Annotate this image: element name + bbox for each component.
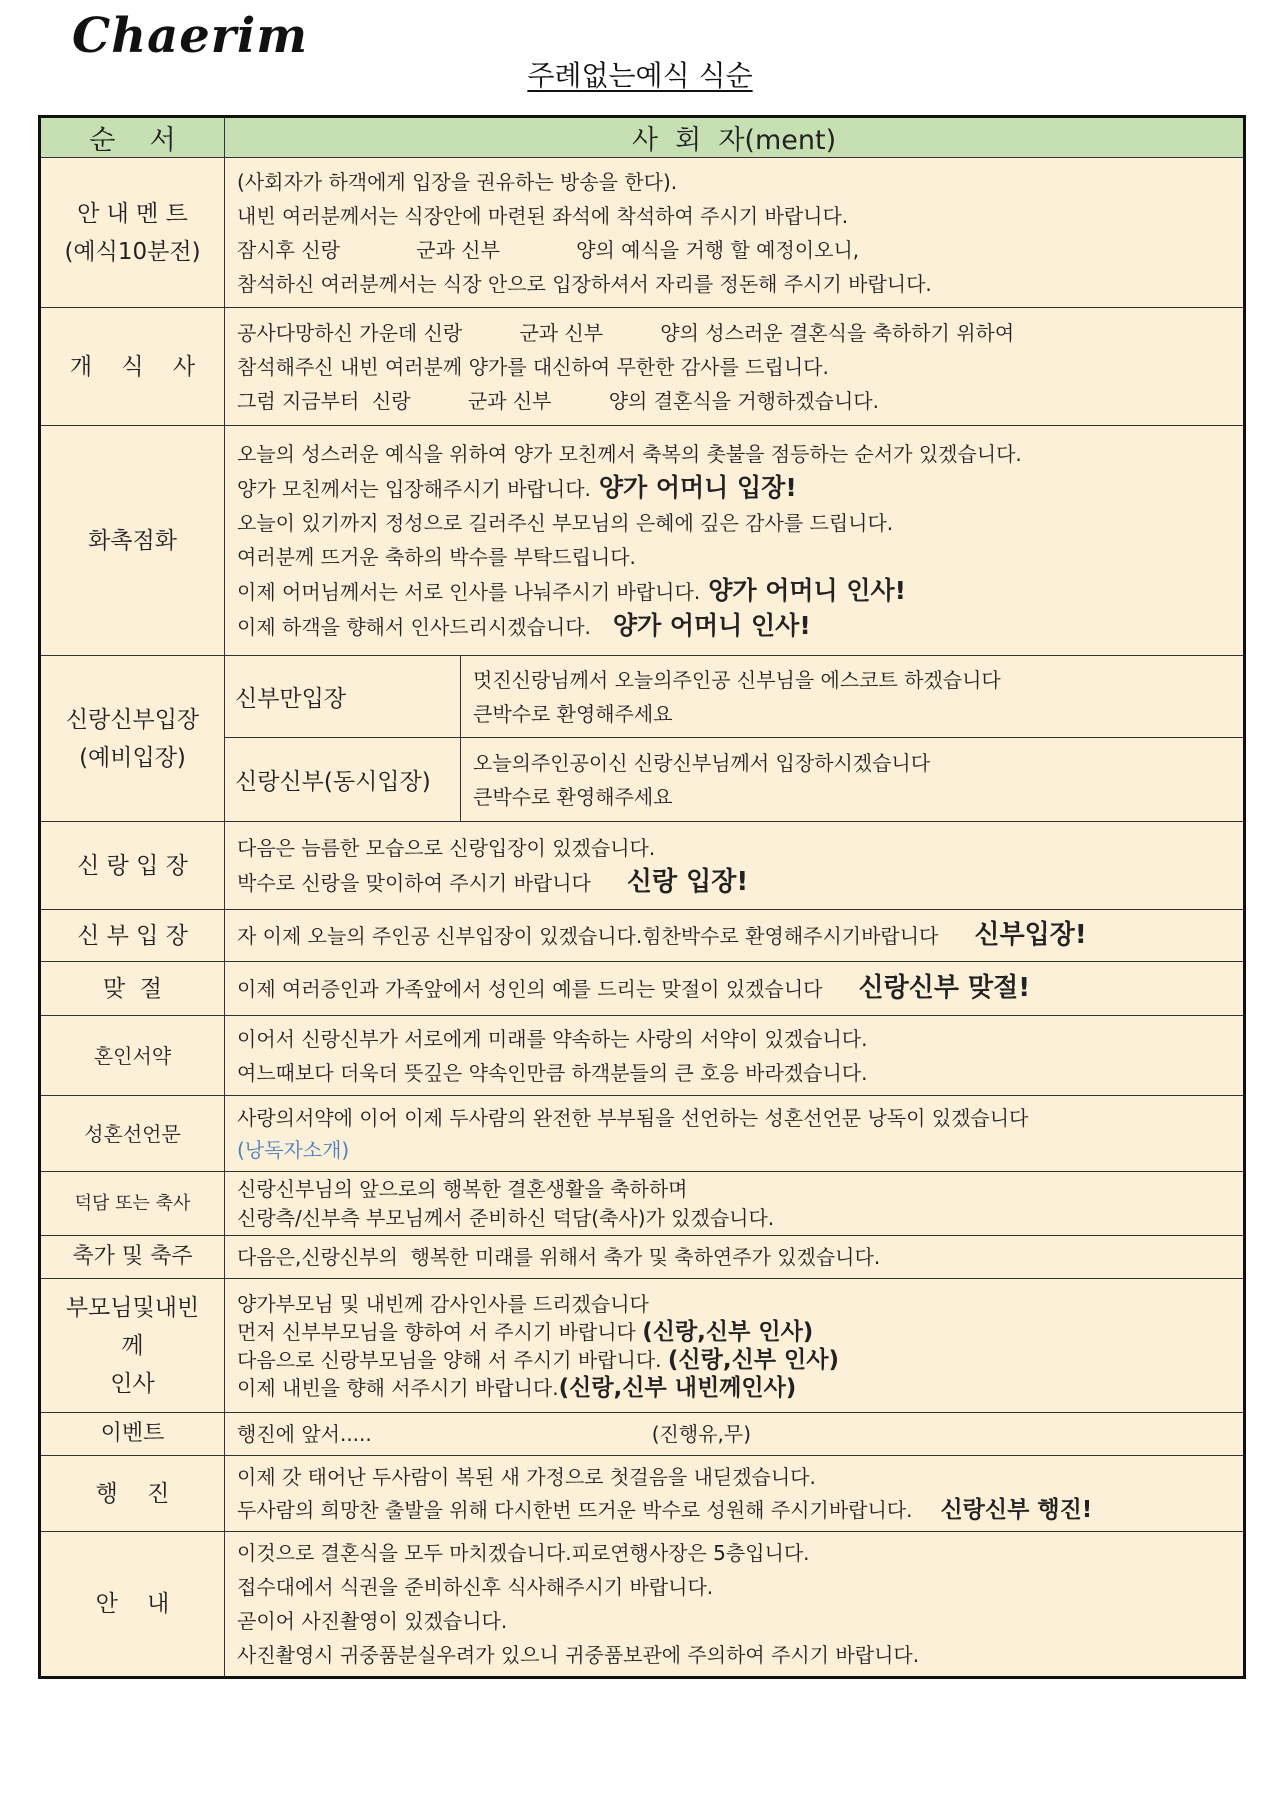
page-title (0, 54, 1280, 94)
row-couple-entry-option1 (40, 656, 1245, 738)
candle-line-2 (237, 471, 1231, 506)
guide-line-2: 내빈 여러분께서는 식장안에 마련된 좌석에 착석하여 주시기 바랍니다. (237, 203, 849, 228)
row-bride-entry-label: 신 부 입 장 (40, 910, 225, 962)
row-declaration (40, 1096, 1245, 1172)
chaerim-logo: Chaerim (72, 8, 309, 64)
parents-line-3-emphasis: (신랑,신부 인사) (667, 1346, 839, 1373)
couple-entry-option1-line1: 멋진신랑님께서 오늘의주인공 신부님을 에스코트 하겠습니다 (473, 667, 1001, 692)
candle-line-1: 오늘의 성스러운 예식을 위하여 양가 모친께서 축복의 촛불을 점등하는 순서가 있겠습니다. (237, 442, 1022, 466)
candle-line-5-text: 이제 어머님께서는 서로 인사를 나눠주시기 바랍니다. (237, 580, 701, 604)
couple-entry-option1-content (461, 656, 1245, 738)
parents-label-line1: 부모님및내빈 (65, 1294, 200, 1321)
couple-entry-option1-label: 신부만입장 (225, 656, 461, 738)
parents-line-3 (237, 1346, 1231, 1374)
couple-entry-label-line2: (예비입장) (79, 744, 186, 771)
groom-entry-line-1: 다음은 늠름한 모습으로 신랑입장이 있겠습니다. (237, 836, 656, 860)
couple-entry-option1-line2: 큰박수로 환영해주세요 (473, 701, 673, 726)
couple-entry-option2-content (461, 738, 1245, 822)
candle-line-6-emphasis: 양가 어머니 인사! (612, 611, 811, 640)
ceremony-schedule-table (38, 115, 1246, 1679)
opening-line-2: 참석해주신 내빈 여러분께 양가를 대신하여 무한한 감사를 드립니다. (237, 354, 829, 379)
row-guide-content (225, 158, 1245, 308)
parents-line-4 (237, 1374, 1231, 1402)
row-groom-entry-content (225, 822, 1245, 910)
row-bride-entry (40, 910, 1245, 962)
couple-entry-option2-line2: 큰박수로 환영해주세요 (473, 784, 673, 809)
row-event (40, 1413, 1245, 1456)
guide-label-line1: 안 내 멘 트 (77, 200, 188, 227)
guide-line-3: 잠시후 신랑 군과 신부 양의 예식을 거행 할 예정이오니, (237, 237, 860, 262)
candle-line-3: 오늘이 있기까지 정성으로 길러주신 부모님의 은혜에 깊은 감사를 드립니다. (237, 511, 894, 535)
row-groom-entry-label: 신 랑 입 장 (40, 822, 225, 910)
bride-entry-emphasis: 신부입장! (974, 920, 1087, 950)
page-title-text: 주례없는예식 식순 (527, 59, 753, 92)
row-notice-content (225, 1532, 1245, 1678)
groom-entry-emphasis: 신랑 입장! (626, 867, 749, 897)
parents-line-2-text: 먼저 신부부모님을 향하여 서 주시기 바랍니다 (237, 1319, 636, 1344)
vow-line-1: 이어서 신랑신부가 서로에게 미래를 약속하는 사랑의 서약이 있겠습니다. (237, 1026, 868, 1051)
candle-line-5-emphasis: 양가 어머니 인사! (708, 576, 907, 605)
notice-line-2: 접수대에서 식권을 준비하신후 식사해주시기 바랍니다. (237, 1575, 714, 1599)
opening-line-1: 공사다망하신 가운데 신랑 군과 신부 양의 성스러운 결혼식을 축하하기 위하여 (237, 320, 1015, 345)
row-candle-content (225, 426, 1245, 656)
candle-line-6-text: 이제 하객을 향해서 인사드리시겠습니다. (237, 615, 591, 639)
couple-entry-option2-label: 신랑신부(동시입장) (225, 738, 461, 822)
speech-line-2: 신랑측/신부측 부모님께서 준비하신 덕담(축사)가 있겠습니다. (237, 1205, 775, 1230)
row-vow (40, 1016, 1245, 1096)
bow-line-text: 이제 여러증인과 가족앞에서 성인의 예를 드리는 맞절이 있겠습니다 (237, 977, 823, 1001)
row-speech-label: 덕담 또는 축사 (40, 1172, 225, 1236)
header-order: 순 서 (40, 117, 225, 158)
row-march-label: 행 진 (40, 1456, 225, 1532)
row-speech (40, 1172, 1245, 1236)
row-declaration-label: 성혼선언문 (40, 1096, 225, 1172)
song-line: 다음은,신랑신부의 행복한 미래를 위해서 축가 및 축하연주가 있겠습니다. (237, 1245, 881, 1269)
row-vow-content (225, 1016, 1245, 1096)
row-vow-label: 혼인서약 (40, 1016, 225, 1096)
row-parents-label (40, 1279, 225, 1413)
row-parents (40, 1279, 1245, 1413)
row-song-label: 축가 및 축주 (40, 1236, 225, 1279)
candle-line-6 (237, 609, 1231, 644)
candle-line-5 (237, 574, 1231, 609)
parents-line-4-text: 이제 내빈을 향해 서주시기 바랍니다. (237, 1375, 559, 1400)
bow-line (237, 971, 1231, 1006)
row-bride-entry-content (225, 910, 1245, 962)
row-guide (40, 158, 1245, 308)
parents-label-line2: 께 (121, 1332, 144, 1359)
event-note: (진행유,무) (651, 1422, 751, 1446)
row-event-label: 이벤트 (40, 1413, 225, 1456)
row-couple-entry-label (40, 656, 225, 822)
row-speech-content (225, 1172, 1245, 1236)
row-notice (40, 1532, 1245, 1678)
march-line-2-text: 두사람의 희망찬 출발을 위해 다시한번 뜨거운 박수로 성원해 주시기바랍니다. (237, 1497, 913, 1522)
row-song-content (225, 1236, 1245, 1279)
groom-entry-line-2 (237, 865, 1231, 900)
couple-entry-label-line1: 신랑신부입장 (65, 706, 200, 733)
row-march-content (225, 1456, 1245, 1532)
row-groom-entry (40, 822, 1245, 910)
speech-line-1: 신랑신부님의 앞으로의 행복한 결혼생활을 축하하며 (237, 1176, 688, 1201)
event-line (237, 1417, 1231, 1451)
row-notice-label: 안 내 (40, 1532, 225, 1678)
declaration-line-1: 사랑의서약에 이어 이제 두사람의 완전한 부부됨을 선언하는 성혼선언문 낭독이 있겠습니다 (237, 1105, 1029, 1130)
row-opening-content (225, 308, 1245, 426)
parents-line-2 (237, 1318, 1231, 1346)
row-opening-label: 개 식 사 (40, 308, 225, 426)
guide-line-4: 참석하신 여러분께서는 식장 안으로 입장하셔서 자리를 정돈해 주시기 바랍니다. (237, 271, 932, 296)
couple-entry-option2-line1: 오늘의주인공이신 신랑신부님께서 입장하시겠습니다 (473, 750, 931, 775)
march-line-2 (237, 1494, 1231, 1527)
row-declaration-content (225, 1096, 1245, 1172)
march-line-1: 이제 갓 태어난 두사람이 복된 새 가정으로 첫걸음을 내딛겠습니다. (237, 1464, 816, 1489)
row-opening (40, 308, 1245, 426)
bride-entry-line-text: 자 이제 오늘의 주인공 신부입장이 있겠습니다.힘찬박수로 환영해주시기바랍니다 (237, 924, 939, 948)
table-header-row (40, 117, 1245, 158)
guide-label-line2: (예식10분전) (64, 238, 201, 265)
vow-line-2: 여느때보다 더욱더 뜻깊은 약속인만큼 하객분들의 큰 호응 바라겠습니다. (237, 1060, 868, 1085)
row-guide-label (40, 158, 225, 308)
guide-line-1: (사회자가 하객에게 입장을 권유하는 방송을 한다). (237, 169, 678, 194)
event-line-text: 행진에 앞서..... (237, 1422, 372, 1446)
parents-line-3-text: 다음으로 신랑부모님을 양해 서 주시기 바랍니다. (237, 1347, 662, 1372)
row-bow-label: 맞 절 (40, 962, 225, 1016)
parents-line-4-emphasis: (신랑,신부 내빈께인사) (558, 1374, 797, 1401)
parents-label-line3: 인사 (110, 1370, 155, 1397)
row-parents-content (225, 1279, 1245, 1413)
row-event-content (225, 1413, 1245, 1456)
row-bow (40, 962, 1245, 1016)
header-ment: 사 회 자(ment) (225, 117, 1245, 158)
row-candle-label: 화촉점화 (40, 426, 225, 656)
row-song (40, 1236, 1245, 1279)
candle-line-4: 여러분께 뜨거운 축하의 박수를 부탁드립니다. (237, 545, 636, 569)
row-march (40, 1456, 1245, 1532)
notice-line-4: 사진촬영시 귀중품분실우려가 있으니 귀중품보관에 주의하여 주시기 바랍니다. (237, 1643, 920, 1667)
candle-line-2-text: 양가 모친께서는 입장해주시기 바랍니다. (237, 477, 591, 501)
parents-line-2-emphasis: (신랑,신부 인사) (642, 1318, 814, 1345)
groom-entry-line-2-text: 박수로 신랑을 맞이하여 주시기 바랍니다 (237, 871, 591, 895)
notice-line-1: 이것으로 결혼식을 모두 마치겠습니다.피로연행사장은 5층입니다. (237, 1541, 810, 1565)
notice-line-3: 곧이어 사진촬영이 있겠습니다. (237, 1609, 508, 1633)
parents-line-1: 양가부모님 및 내빈께 감사인사를 드리겠습니다 (237, 1291, 649, 1316)
bride-entry-line (237, 918, 1231, 953)
declaration-line-2: (낭독자소개) (237, 1137, 350, 1162)
row-bow-content (225, 962, 1245, 1016)
march-emphasis: 신랑신부 행진! (940, 1496, 1093, 1523)
opening-line-3: 그럼 지금부터 신랑 군과 신부 양의 결혼식을 거행하겠습니다. (237, 388, 879, 413)
candle-line-2-emphasis: 양가 어머니 입장! (598, 473, 797, 502)
bow-emphasis: 신랑신부 맞절! (858, 973, 1031, 1003)
row-candle (40, 426, 1245, 656)
